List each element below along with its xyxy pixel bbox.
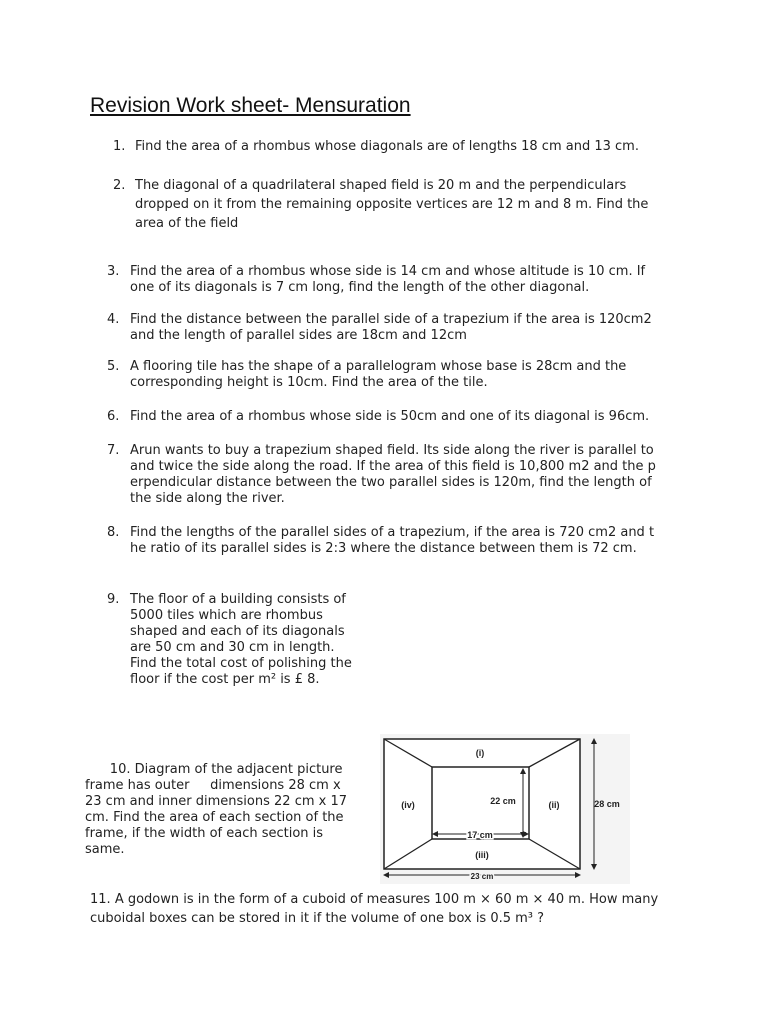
- label-section-ii: (ii): [548, 800, 560, 810]
- question-text: Find the total cost of polishing the: [130, 656, 352, 671]
- question-text: Find the area of a rhombus whose side is 14 cm and whose altitude is 10 cm. If: [130, 264, 646, 279]
- label-outer-width: 23 cm: [470, 872, 494, 881]
- question-number: 7.: [107, 443, 120, 458]
- question-text: Find the area of a rhombus whose diagonals are of lengths 18 cm and 13 cm.: [135, 139, 639, 154]
- page-title: Revision Work sheet- Mensuration: [90, 94, 411, 117]
- question-number: 3.: [107, 264, 120, 279]
- question-10: [85, 762, 347, 858]
- question-text: 10. Diagram of the adjacent picture: [85, 762, 343, 777]
- question-11: [90, 890, 658, 928]
- question-text: area of the field: [135, 216, 239, 231]
- question-text: and the length of parallel sides are 18cm and 12cm: [130, 328, 467, 343]
- question-text: cuboidal boxes can be stored in it if the volume of one box is 0.5 m³ ?: [90, 911, 545, 926]
- question-number: 2.: [113, 178, 126, 193]
- label-inner-width: 17 cm: [467, 830, 493, 840]
- label-section-iii: (iii): [475, 850, 489, 860]
- question-text: dropped on it from the remaining opposite vertices are 12 m and 8 m. Find the: [135, 197, 649, 212]
- question-text: frame, if the width of each section is: [85, 826, 324, 841]
- question-text: 5000 tiles which are rhombus: [130, 608, 323, 623]
- picture-frame-diagram: [380, 734, 630, 888]
- question-number: 1.: [113, 139, 126, 154]
- question-text: shaped and each of its diagonals: [130, 624, 345, 639]
- frame-figure: [380, 734, 630, 884]
- label-inner-height: 22 cm: [490, 796, 516, 806]
- question-text: frame has outer dimensions 28 cm x: [85, 778, 341, 793]
- question-text: one of its diagonals is 7 cm long, find the length of the other diagonal.: [130, 280, 590, 295]
- question-text: corresponding height is 10cm. Find the area of the tile.: [130, 375, 488, 390]
- question-text: Find the area of a rhombus whose side is 50cm and one of its diagonal is 96cm.: [130, 409, 650, 424]
- label-section-i: (i): [475, 748, 485, 758]
- question-text: A flooring tile has the shape of a parallelogram whose base is 28cm and the: [130, 359, 627, 374]
- question-text: erpendicular distance between the two parallel sides is 120m, find the length of: [130, 475, 652, 490]
- question-text: cm. Find the area of each section of the: [85, 810, 344, 825]
- question-text: The diagonal of a quadrilateral shaped field is 20 m and the perpendiculars: [135, 178, 627, 193]
- question-text: floor if the cost per m² is £ 8.: [130, 672, 320, 687]
- question-number: 4.: [107, 312, 120, 327]
- question-number: 9.: [107, 592, 120, 607]
- question-number: 6.: [107, 409, 120, 424]
- label-outer-height: 28 cm: [594, 799, 620, 809]
- question-number: 11.: [90, 892, 111, 907]
- question-text: A godown is in the form of a cuboid of measures 100 m × 60 m × 40 m. How many: [110, 892, 659, 907]
- question-text: 23 cm and inner dimensions 22 cm x 17: [85, 794, 348, 809]
- question-text: the side along the river.: [130, 491, 285, 506]
- question-number: 8.: [107, 525, 120, 540]
- question-text: he ratio of its parallel sides is 2:3 where the distance between them is 72 cm.: [130, 541, 637, 556]
- question-text: Arun wants to buy a trapezium shaped field. Its side along the river is parallel to: [130, 443, 654, 458]
- question-text: are 50 cm and 30 cm in length.: [130, 640, 335, 655]
- label-section-iv: (iv): [401, 800, 415, 810]
- question-number: 5.: [107, 359, 120, 374]
- question-text: Find the distance between the parallel side of a trapezium if the area is 120cm2: [130, 312, 652, 327]
- question-text: Find the lengths of the parallel sides of a trapezium, if the area is 720 cm2 and t: [130, 525, 655, 540]
- question-text: same.: [85, 842, 125, 857]
- question-text: The floor of a building consists of: [130, 592, 346, 607]
- question-text: and twice the side along the road. If the area of this field is 10,800 m2 and the p: [130, 459, 656, 474]
